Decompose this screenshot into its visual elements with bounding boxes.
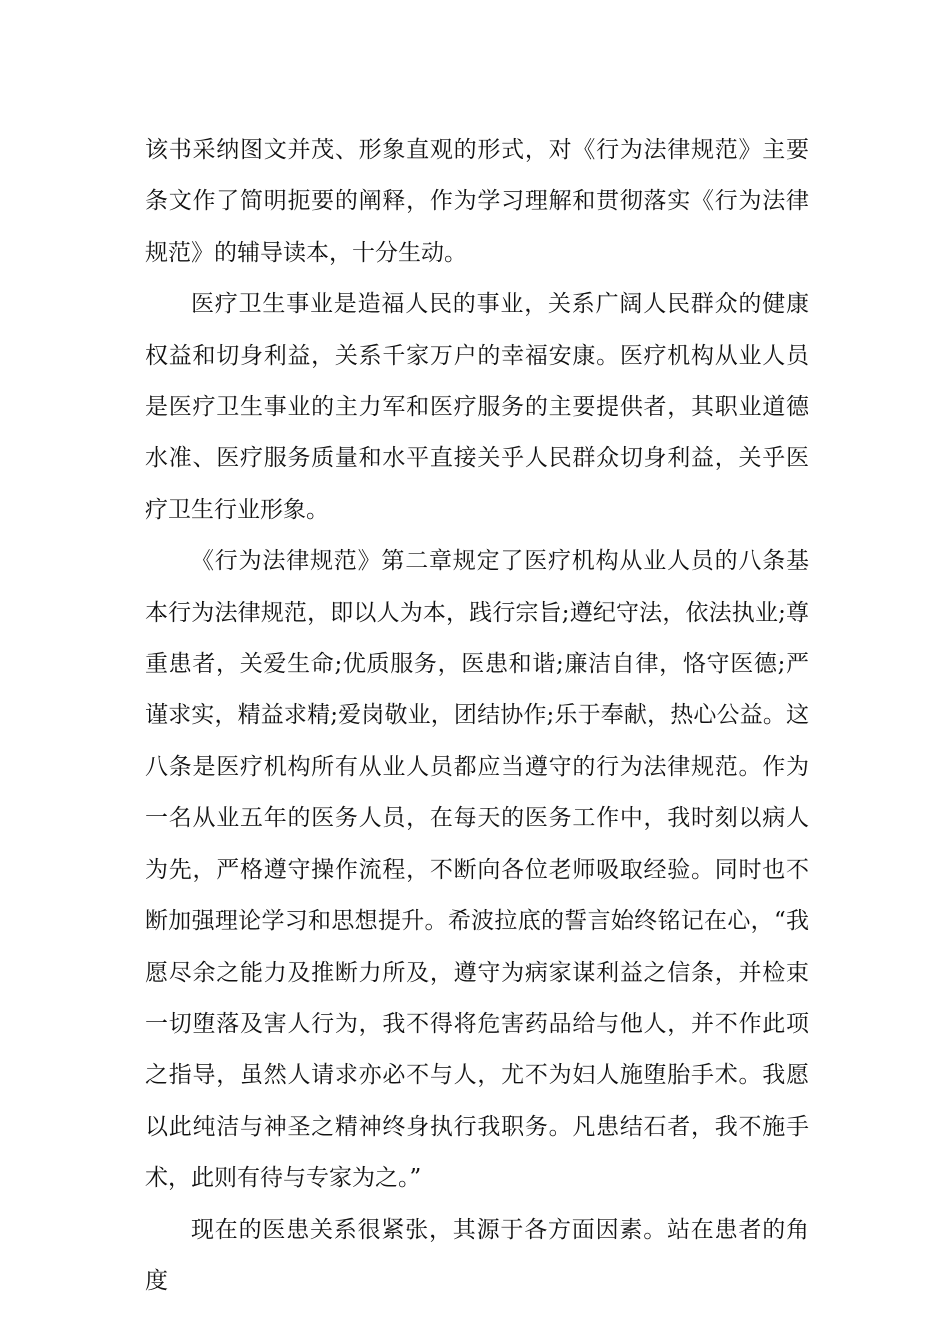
paragraph-code-of-conduct: 《行为法律规范》第二章规定了医疗机构从业人员的八条基本行为法律规范，即以人为本，践行宗旨;遵纪守法，依法执业;尊重患者，关爱生命;优质服务，医患和谐;廉洁自律，恪守医德;严谨求实，精益求精;爱岗敬业，团结协作;乐于奉献，热心公益。这八条是医疗机构所有从业人员都应当遵守的行为法律规范。作为一名从业五年的医务人员，在每天的医务工作中，我时刻以病人为先，严格遵守操作流程，不断向各位老师吸取经验。同时也不断加强理论学习和思想提升。希波拉底的誓言始终铭记在心，“我愿尽余之能力及推断力所及，遵守为病家谋利益之信条，并检束一切堕落及害人行为，我不得将危害药品给与他人，并不作此项之指导，虽然人请求亦必不与人，尤不为妇人施堕胎手术。我愿以此纯洁与神圣之精神终身执行我职务。凡患结石者，我不施手术，此则有待与专家为之。”	[145, 548, 809, 1192]
paragraph-doctor-patient-relations: 现在的医患关系很紧张，其源于各方面因素。站在患者的角度	[145, 1216, 809, 1294]
document-body	[145, 125, 809, 1307]
paragraph-continuation: 该书采纳图文并茂、形象直观的形式，对《行为法律规范》主要条文作了简明扼要的阐释，作为学习理解和贯彻落实《行为法律规范》的辅导读本，十分生动。	[145, 137, 809, 266]
paragraph-medical-cause: 医疗卫生事业是造福人民的事业，关系广阔人民群众的健康权益和切身利益，关系千家万户的幸福安康。医疗机构从业人员是医疗卫生事业的主力军和医疗服务的主要提供者，其职业道德水准、医疗服务质量和水平直接关乎人民群众切身利益，关乎医疗卫生行业形象。	[145, 291, 809, 523]
